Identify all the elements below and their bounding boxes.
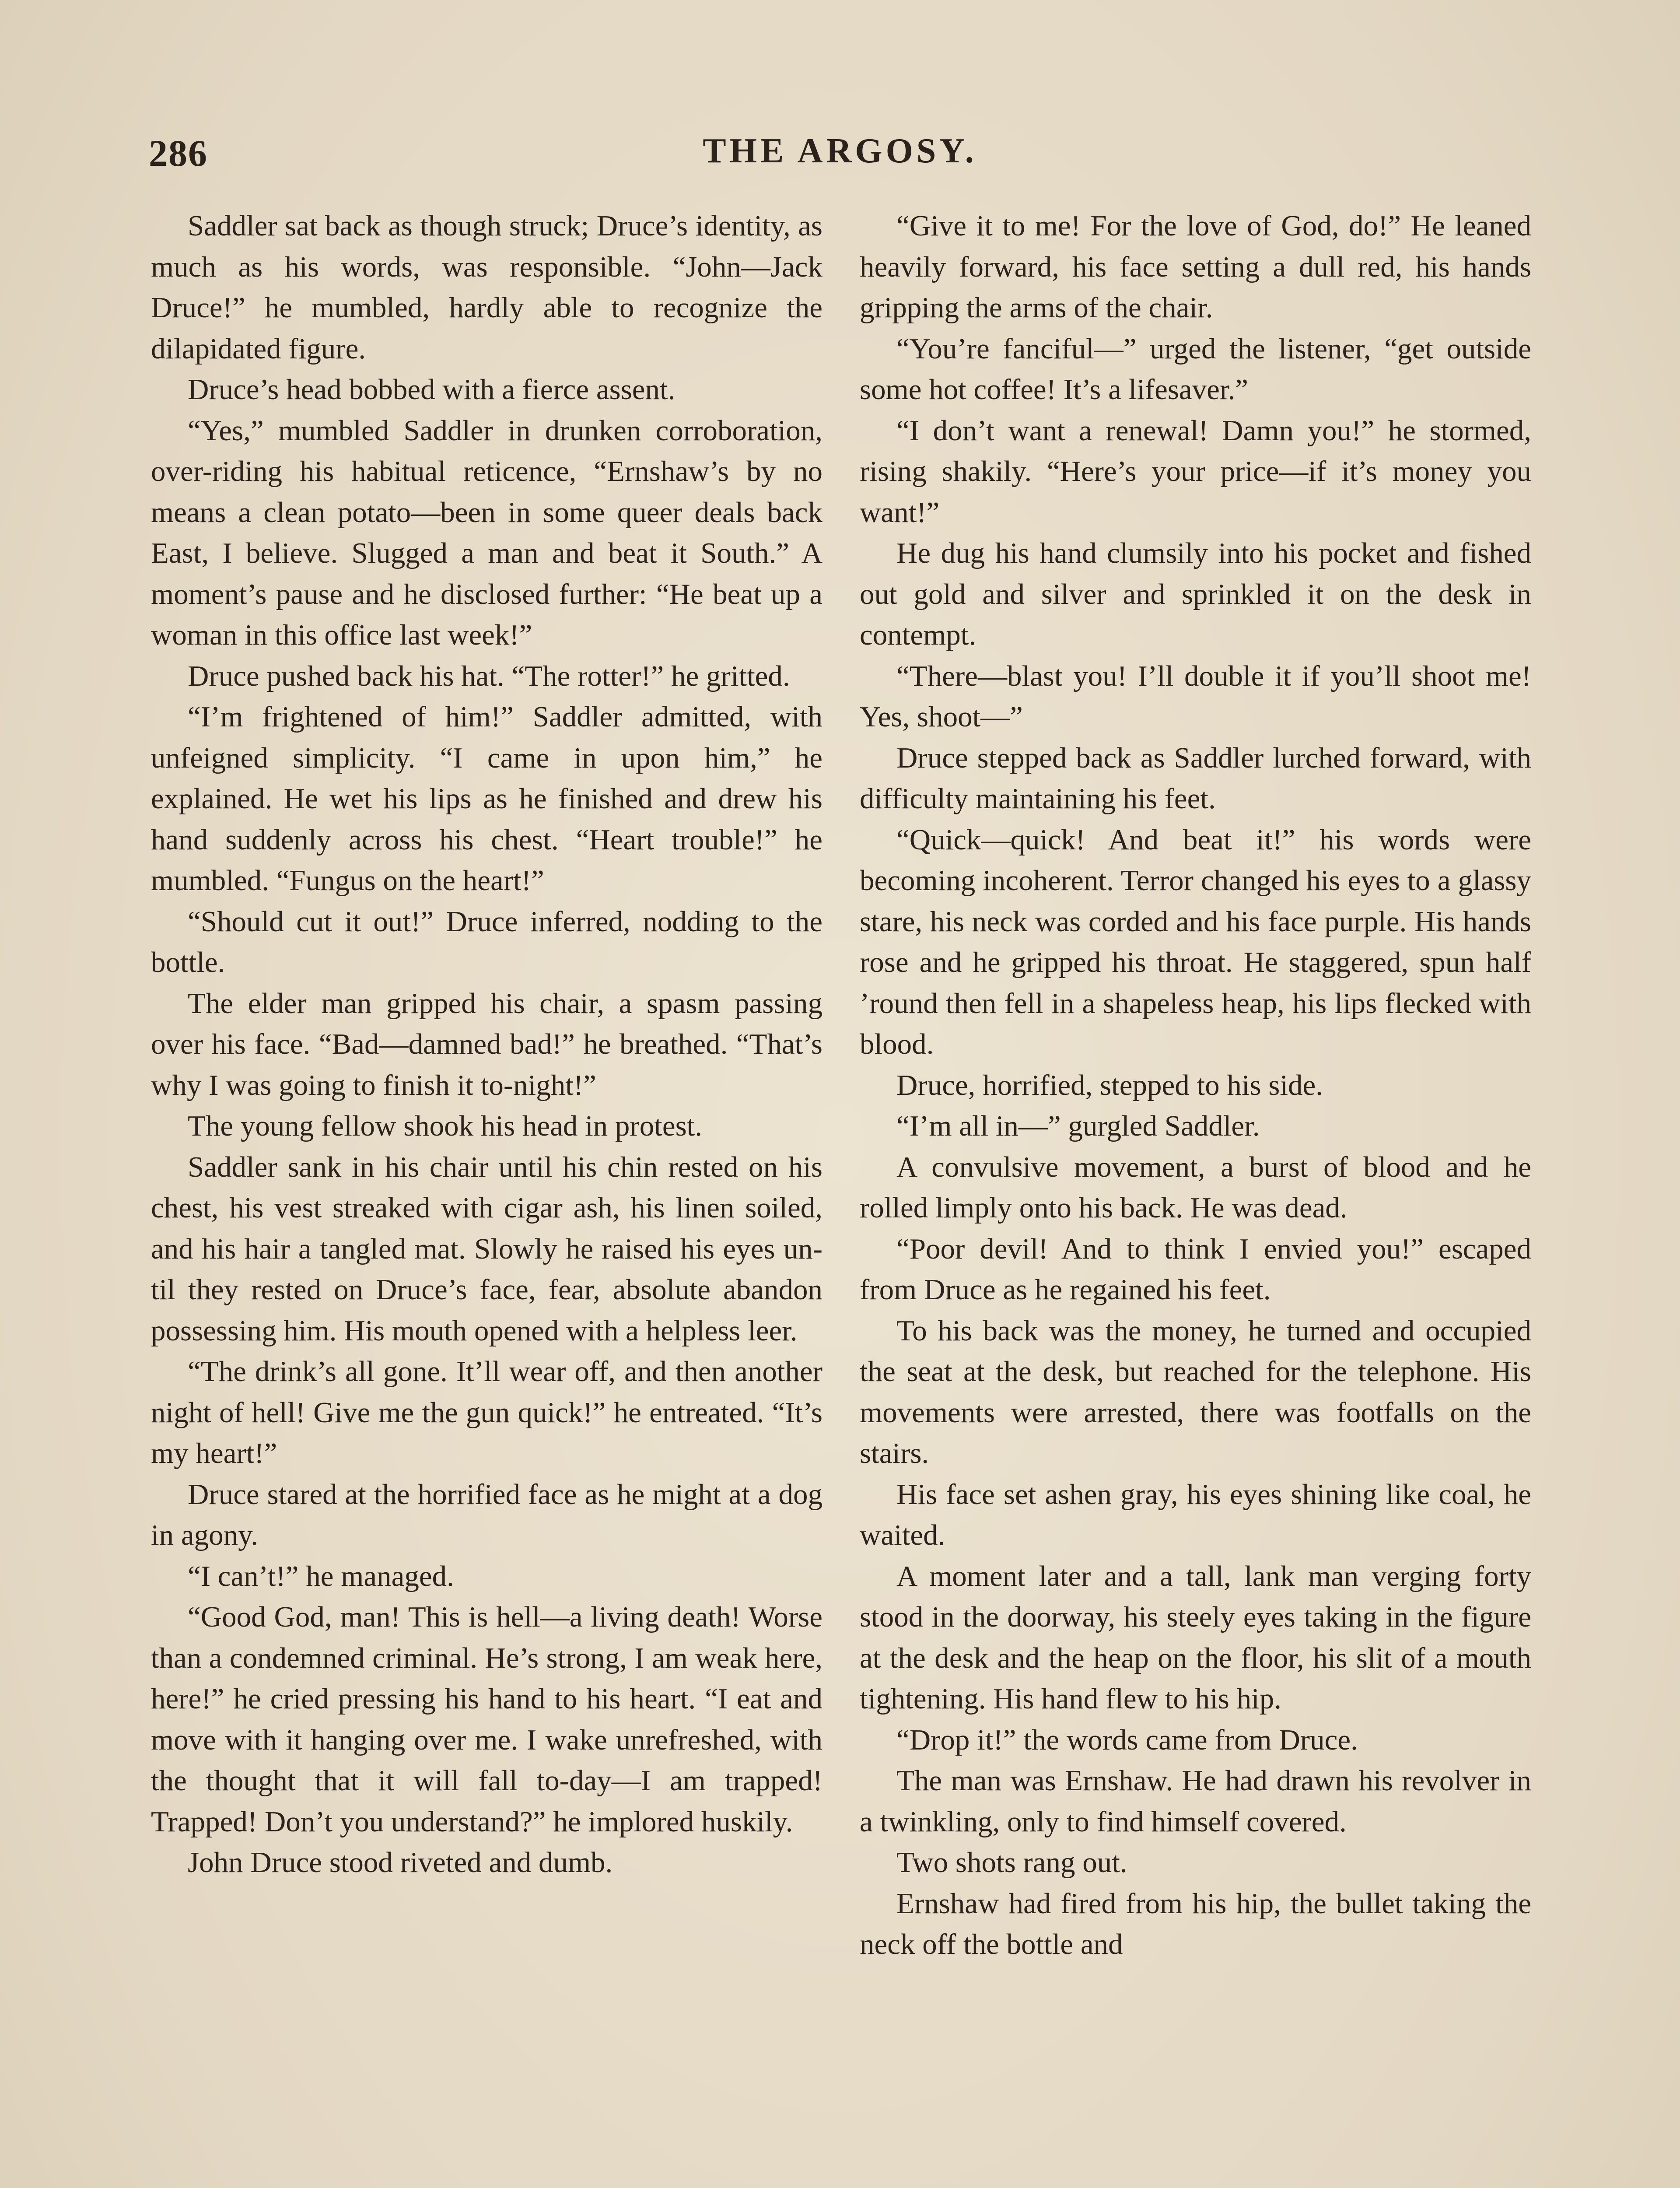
paragraph: The man was Ernshaw. He had drawn his revolver in a twinkling, only to find himself covered.	[860, 1764, 1531, 1838]
paragraph: “Should cut it out!” Druce inferred, nodding to the bottle.	[151, 905, 822, 978]
paragraph: “Give it to me! For the love of God, do!” He leaned heavily forward, his face setting a dull red, his hands gripping the arms of the chair.	[860, 210, 1531, 324]
paragraph: Druce stared at the horrified face as he might at a dog in agony.	[151, 1478, 822, 1551]
left-column	[151, 206, 822, 1883]
paragraph: “Good God, man! This is hell—a living death! Worse than a condemned criminal. He’s strong, I am weak here, here!” he cried pressing his hand to his heart. “I eat and move with it hanging over me. I wake unrefreshed, with the thought that it will fall to-day—I am trapped! Trapped! Don’t you understand?” he implored huskily.	[151, 1601, 822, 1838]
paragraph: Saddler sank in his chair until his chin rested on his chest, his vest streaked with cigar ash, his linen soiled, and his hair a tangled mat. Slowly he raised his eyes until they rested on Druce’s face, fear, absolute abandon possessing him. His mouth opened with a helpless leer.	[151, 1150, 822, 1347]
paragraph: Two shots rang out.	[896, 1846, 1127, 1879]
paragraph: “Quick—quick! And beat it!” his words were becoming incoherent. Terror changed his eyes to a glassy stare, his neck was corded and his face purple. His hands rose and he gripped his throat. He staggered, spun half ’round then fell in a shapeless heap, his lips flecked with blood.	[860, 823, 1531, 1060]
paragraph: “I’m frightened of him!” Saddler admitted, with unfeigned simplicity. “I came in upon him,” he explained. He wet his lips as he finished and drew his hand suddenly across his chest. “Heart trouble!” he mumbled. “Fungus on the heart!”	[151, 701, 822, 897]
paragraph: Druce’s head bobbed with a fierce assent.	[188, 373, 676, 406]
paragraph: He dug his hand clumsily into his pocket and fished out gold and silver and sprinkled it on the desk in contempt.	[860, 537, 1531, 651]
running-title: THE ARGOSY.	[703, 132, 977, 170]
paragraph: His face set ashen gray, his eyes shining like coal, he waited.	[860, 1478, 1531, 1551]
paragraph: Druce stepped back as Saddler lurched forward, with difficulty maintaining his feet.	[860, 741, 1531, 815]
paragraph: “There—blast you! I’ll double it if you’ll shoot me! Yes, shoot—”	[860, 659, 1531, 733]
paragraph: John Druce stood riveted and dumb.	[188, 1846, 613, 1879]
paragraph: Saddler sat back as though struck; Druce’s identity, as much as his words, was responsible. “John—Jack Druce!” he mumbled, hardly able to recognize the dilapidated figure.	[151, 210, 822, 365]
paragraph: Ernshaw had fired from his hip, the bullet taking the neck off the bottle and	[860, 1887, 1531, 1960]
paragraph: “The drink’s all gone. It’ll wear off, and then another night of hell! Give me the gun quick!” he entreated. “It’s my heart!”	[151, 1355, 822, 1469]
page-number: 286	[149, 132, 208, 174]
paragraph: The young fellow shook his head in protest.	[188, 1110, 703, 1142]
paragraph: “Yes,” mumbled Saddler in drunken corroboration, over-riding his habitual reticence, “Ernshaw’s by no means a clean potato—been in some queer deals back East, I believe. Slugged a man and beat it South.” A moment’s pause and he disclosed further: “He beat up a woman in this office last week!”	[151, 414, 822, 651]
paragraph: “You’re fanciful—” urged the listener, “get outside some hot coffee! It’s a lifesaver.”	[860, 332, 1531, 406]
paragraph: A convulsive movement, a burst of blood and he rolled limply onto his back. He was dead.	[860, 1150, 1531, 1224]
paragraph: Druce, horrified, stepped to his side.	[896, 1069, 1323, 1101]
paragraph: “I can’t!” he managed.	[188, 1560, 454, 1592]
paragraph: Druce pushed back his hat. “The rotter!” he gritted.	[188, 659, 790, 692]
paragraph: “Poor devil! And to think I envied you!” escaped from Druce as he regained his feet.	[860, 1232, 1531, 1306]
right-column	[860, 206, 1531, 1965]
paragraph: “I’m all in—” gurgled Saddler.	[896, 1110, 1260, 1142]
paragraph: “I don’t want a renewal! Damn you!” he stormed, rising shakily. “Here’s your price—if it’s money you want!”	[860, 414, 1531, 529]
paragraph: A moment later and a tall, lank man verging forty stood in the doorway, his steely eyes taking in the figure at the desk and the heap on the floor, his slit of a mouth tightening. His hand flew to his hip.	[860, 1560, 1531, 1715]
page-header	[149, 127, 1531, 184]
paragraph: The elder man gripped his chair, a spasm passing over his face. “Bad—damned bad!” he breathed. “That’s why I was going to finish it to-night!”	[151, 987, 822, 1101]
paragraph: “Drop it!” the words came from Druce.	[896, 1723, 1358, 1756]
paragraph: To his back was the money, he turned and occupied the seat at the desk, but reached for the telephone. His movements were arrested, there was footfalls on the stairs.	[860, 1314, 1531, 1469]
